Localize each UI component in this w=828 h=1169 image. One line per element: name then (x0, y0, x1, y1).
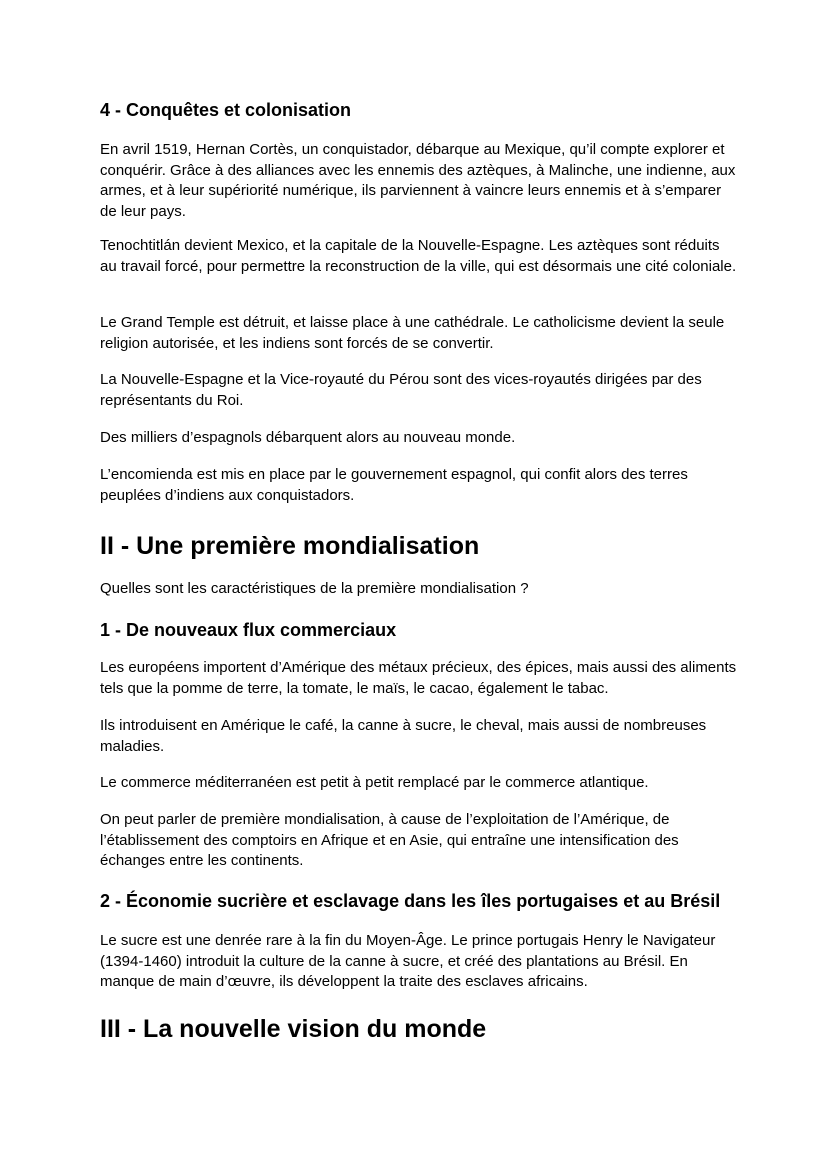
paragraph: Le sucre est une denrée rare à la fin du Moyen-Âge. Le prince portugais Henry le Navigateur (1394-1460) introduit la culture de la canne à sucre, et créé des plantations au Brésil. En manque de main d’œuvre, ils développent la traite des esclaves africains. (100, 932, 716, 990)
paragraph: Le commerce méditerranéen est petit à petit remplacé par le commerce atlantique. (100, 774, 649, 791)
paragraph: Le Grand Temple est détruit, et laisse place à une cathédrale. Le catholicisme devient la seule religion autorisée, et les indiens sont forcés de se convertir. (100, 314, 725, 352)
paragraph: L’encomienda est mis en place par le gouvernement espagnol, qui confit alors des terres peuplées d’indiens aux conquistadors. (100, 466, 688, 504)
section-heading-mondialisation: II - Une première mondialisation (100, 532, 480, 560)
paragraph: Ils introduisent en Amérique le café, la canne à sucre, le cheval, mais aussi de nombreuses maladies. (100, 717, 707, 755)
section-intro: Quelles sont les caractéristiques de la première mondialisation ? (100, 580, 529, 597)
section-heading-sucre: 2 - Économie sucrière et esclavage dans les îles portugaises et au Brésil (100, 891, 721, 911)
paragraph: En avril 1519, Hernan Cortès, un conquistador, débarque au Mexique, qu’il compte explorer et conquérir. Grâce à des alliances avec les ennemis des aztèques, à Malinche, une indienne, aux armes, et à leur supériorité numérique, ils parviennent à vaincre leurs ennemis et à s’emparer de leur pays. (100, 141, 736, 220)
paragraph: Les européens importent d’Amérique des métaux précieux, des épices, mais aussi des aliments tels que la pomme de terre, la tomate, le maïs, le cacao, également le tabac. (100, 659, 737, 697)
paragraph: On peut parler de première mondialisation, à cause de l’exploitation de l’Amérique, de l’établissement des comptoirs en Afrique et en Asie, qui entraîne une intensification des échanges entre les continents. (100, 811, 679, 869)
paragraph: Tenochtitlán devient Mexico, et la capitale de la Nouvelle-Espagne. Les aztèques sont réduits au travail forcé, pour permettre la reconstruction de la ville, qui est désormais une cité coloniale. (100, 237, 737, 275)
paragraph: Des milliers d’espagnols débarquent alors au nouveau monde. (100, 429, 516, 446)
section-heading-conquetes: 4 - Conquêtes et colonisation (100, 100, 352, 120)
section-heading-flux: 1 - De nouveaux flux commerciaux (100, 620, 397, 640)
paragraph: La Nouvelle-Espagne et la Vice-royauté du Pérou sont des vices-royautés dirigées par des représentants du Roi. (100, 371, 702, 409)
section-heading-vision: III - La nouvelle vision du monde (100, 1015, 487, 1043)
